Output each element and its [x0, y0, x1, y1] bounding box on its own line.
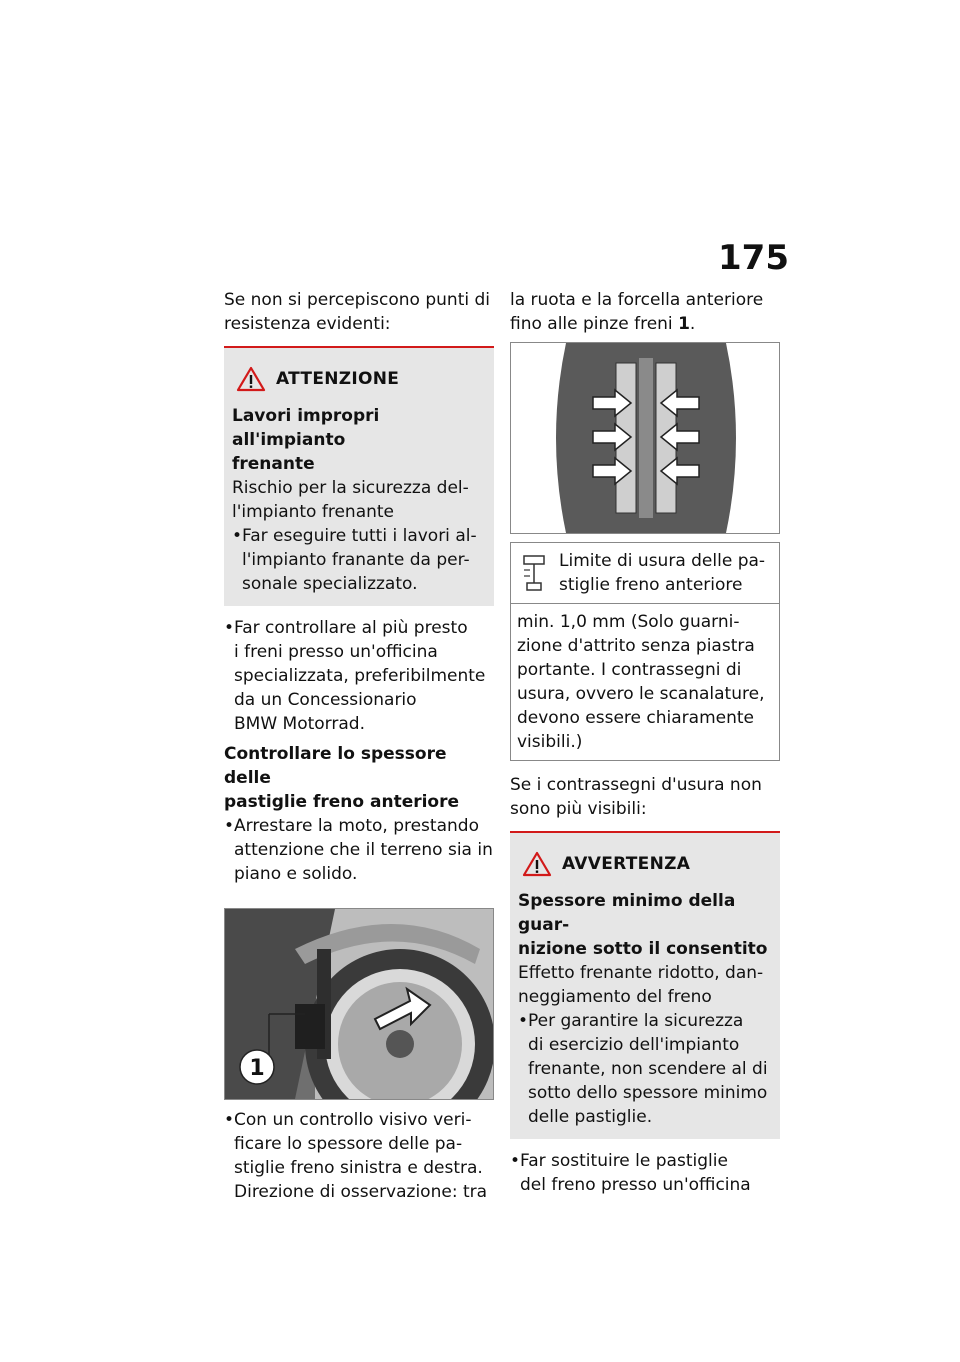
section-heading: Controllare lo spessore delle pastiglie freno anteriore — [224, 744, 460, 812]
bullet-text: Far controllare al più presto i freni presso un'officina specializzata, preferibilmente da un Concessionario BMW Motorrad. — [234, 618, 486, 734]
list-item — [224, 616, 494, 736]
attenzione-action-text: Far eseguire tutti i lavori al- l'impianto franante da per- sonale specializzato. — [242, 526, 477, 594]
bullet-text: Arrestare la moto, prestando attenzione che il terreno sia in piano e solido. — [234, 816, 493, 884]
spec-body: min. 1,0 mm (Solo guarni- zione d'attrito senza piastra portante. I contrassegni di usura, ovvero le scanalature, devono essere chiaramente visibili.) — [517, 612, 765, 752]
motorcycle-front-wheel-figure — [224, 908, 494, 1100]
brake-pad-gauge-icon — [519, 553, 549, 593]
list-item — [224, 1108, 494, 1204]
attenzione-header — [232, 366, 486, 392]
brake-caliper-illustration — [511, 343, 779, 533]
spec-header — [511, 543, 779, 604]
warning-triangle-icon — [236, 366, 266, 392]
left-column — [224, 288, 494, 1204]
list-item — [224, 814, 494, 886]
bullet-dot: • — [510, 1151, 521, 1171]
avvertenza-header — [518, 851, 772, 877]
continuation-ref: 1 — [678, 314, 690, 334]
spec-title: Limite di usura delle pa- stiglie freno anteriore — [559, 551, 766, 595]
avvertenza-action-text: Per garantire la sicurezza di esercizio dell'impianto frenante, non scendere al di sotto dello spessore minimo delle pastiglie. — [528, 1011, 768, 1127]
wear-limit-spec — [510, 542, 780, 761]
bullet-dot: • — [518, 1011, 529, 1031]
continuation-text — [510, 288, 780, 336]
bullet-dot: • — [224, 618, 235, 638]
avvertenza-consequence: Effetto frenante ridotto, dan- neggiamento del freno — [518, 963, 764, 1007]
attenzione-title: ATTENZIONE — [276, 369, 400, 389]
avvertenza-box — [510, 831, 780, 1139]
intro-text: Se i contrassegni d'usura non sono più visibili: — [510, 775, 762, 819]
warning-triangle-icon — [522, 851, 552, 877]
avvertenza-action — [518, 1009, 772, 1129]
continuation-end: . — [689, 314, 696, 334]
avvertenza-title: AVVERTENZA — [562, 854, 691, 874]
right-column — [510, 288, 780, 1197]
brake-caliper-figure — [510, 342, 780, 534]
continuation-main: la ruota e la forcella anteriore fino alle pinze freni — [510, 290, 764, 334]
intro-text: Se non si percepiscono punti di resistenza evidenti: — [224, 290, 491, 334]
bullet-dot: • — [224, 816, 235, 836]
attenzione-action — [232, 524, 486, 596]
bullet-dot: • — [224, 1110, 235, 1130]
avvertenza-headline: Spessore minimo della guar- nizione sotto il consentito — [518, 891, 768, 959]
figure-label: 1 — [249, 1056, 265, 1081]
bullet-text: Far sostituire le pastiglie del freno presso un'officina — [520, 1151, 751, 1195]
motorcycle-front-wheel-illustration — [225, 909, 493, 1099]
bullet-dot: • — [232, 526, 243, 546]
bullet-text: Con un controllo visivo veri- ficare lo spessore delle pa- stiglie freno sinistra e destra. Direzione di osservazione: tra — [234, 1110, 488, 1202]
attenzione-consequence: Rischio per la sicurezza del- l'impianto frenante — [232, 478, 469, 522]
page-number: 175 — [718, 238, 789, 278]
attenzione-headline: Lavori impropri all'impianto frenante — [232, 406, 380, 474]
list-item — [510, 1149, 780, 1197]
attenzione-box — [224, 346, 494, 606]
